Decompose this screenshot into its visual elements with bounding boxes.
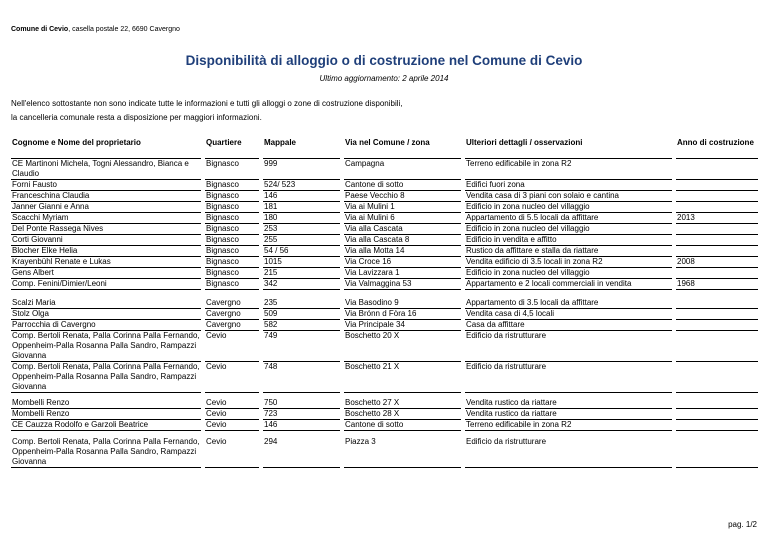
cell-street-text: Boschetto 20 X bbox=[345, 331, 400, 340]
cell-owner-text: Forni Fausto bbox=[12, 180, 57, 189]
cell-details-text: Edificio in zona nucleo del villaggio bbox=[466, 268, 590, 277]
table-row bbox=[11, 320, 758, 331]
cell-parcel bbox=[263, 362, 340, 393]
cell-parcel bbox=[263, 279, 340, 290]
cell-details-text: Edificio in zona nucleo del villaggio bbox=[466, 224, 590, 233]
cell-parcel-text: 54 / 56 bbox=[264, 246, 289, 255]
cell-owner bbox=[11, 246, 201, 257]
table-row bbox=[11, 398, 758, 409]
cell-street bbox=[344, 398, 461, 409]
table-row bbox=[11, 202, 758, 213]
cell-parcel-text: 180 bbox=[264, 213, 278, 222]
row-spacer bbox=[11, 290, 758, 298]
cell-details bbox=[465, 224, 672, 235]
cell-details-text: Edificio in vendita e affitto bbox=[466, 235, 557, 244]
cell-parcel-text: 524/ 523 bbox=[264, 180, 296, 189]
column-header-district: Quartiere bbox=[205, 138, 259, 159]
column-header-owner: Cognome e Nome del proprietario bbox=[11, 138, 201, 159]
cell-owner-text: Scalzi Maria bbox=[12, 297, 56, 307]
cell-street bbox=[344, 268, 461, 279]
cell-parcel bbox=[263, 235, 340, 246]
cell-street bbox=[344, 437, 461, 468]
cell-street bbox=[344, 409, 461, 420]
cell-owner-text: Gens Albert bbox=[12, 268, 54, 277]
cell-year bbox=[676, 224, 758, 235]
cell-district-text: Bignasco bbox=[206, 246, 239, 255]
cell-parcel bbox=[263, 320, 340, 331]
cell-district-text: Bignasco bbox=[206, 224, 239, 233]
cell-details-text: Vendita rustico da riattare bbox=[466, 397, 557, 407]
table-row bbox=[11, 191, 758, 202]
cell-district-text: Cevio bbox=[206, 420, 227, 429]
cell-year bbox=[676, 309, 758, 320]
cell-street-text: Via alla Cascata bbox=[345, 224, 403, 233]
table-row bbox=[11, 362, 758, 393]
cell-owner bbox=[11, 398, 201, 409]
cell-details-text: Appartamento e 2 locali commerciali in vendita bbox=[466, 279, 632, 288]
table-header-row bbox=[11, 138, 758, 159]
cell-street bbox=[344, 202, 461, 213]
cell-parcel-text: 146 bbox=[264, 420, 278, 429]
cell-district-text: Bignasco bbox=[206, 159, 239, 168]
cell-street-text: Via alla Cascata 8 bbox=[345, 235, 410, 244]
cell-district-text: Bignasco bbox=[206, 279, 239, 288]
cell-district-text: Cevio bbox=[206, 436, 227, 446]
cell-district-text: Cevio bbox=[206, 362, 227, 371]
cell-year bbox=[676, 398, 758, 409]
cell-street bbox=[344, 420, 461, 431]
cell-details bbox=[465, 235, 672, 246]
cell-street-text: Via Croce 16 bbox=[345, 257, 392, 266]
cell-owner bbox=[11, 309, 201, 320]
intro-note-line-1: Nell'elenco sottostante non sono indicate tutte le informazioni e tutti gli alloggi o zone di costruzione disponibili, bbox=[11, 99, 403, 108]
table-row bbox=[11, 409, 758, 420]
cell-parcel-text: 999 bbox=[264, 159, 278, 168]
cell-district bbox=[205, 420, 259, 431]
cell-year bbox=[676, 213, 758, 224]
cell-details-text: Rustico da affittare e stalla da riattare bbox=[466, 246, 599, 255]
cell-details bbox=[465, 213, 672, 224]
cell-district bbox=[205, 257, 259, 268]
cell-parcel-text: 181 bbox=[264, 202, 278, 211]
cell-owner-text: Stolz Olga bbox=[12, 309, 49, 318]
cell-parcel-text: 215 bbox=[264, 268, 278, 277]
cell-owner-text: Mombelli Renzo bbox=[12, 409, 70, 418]
cell-district-text: Bignasco bbox=[206, 191, 239, 200]
page-number: pag. 1/2 bbox=[728, 520, 757, 529]
column-header-details: Ulteriori dettagli / osservazioni bbox=[465, 138, 672, 159]
cell-year bbox=[676, 409, 758, 420]
cell-parcel bbox=[263, 246, 340, 257]
cell-street bbox=[344, 213, 461, 224]
cell-year-text: 2008 bbox=[677, 257, 695, 266]
cell-parcel-text: 750 bbox=[264, 397, 278, 407]
cell-district bbox=[205, 235, 259, 246]
letterhead-municipality: Comune di Cevio bbox=[11, 26, 69, 33]
cell-parcel bbox=[263, 420, 340, 431]
cell-street-text: Via Principale 34 bbox=[345, 320, 405, 329]
cell-details bbox=[465, 298, 672, 309]
cell-street-text: Campagna bbox=[345, 159, 385, 168]
cell-street-text: Via ai Mulini 1 bbox=[345, 202, 395, 211]
cell-parcel-text: 253 bbox=[264, 224, 278, 233]
cell-district bbox=[205, 320, 259, 331]
cell-district bbox=[205, 159, 259, 180]
last-updated: Ultimo aggiornamento: 2 aprile 2014 bbox=[319, 74, 449, 83]
cell-district bbox=[205, 279, 259, 290]
cell-owner bbox=[11, 331, 201, 362]
cell-details-text: Edificio da ristrutturare bbox=[466, 436, 547, 446]
cell-owner-text: Parrocchia di Cavergno bbox=[12, 320, 96, 329]
cell-details-text: Edificio in zona nucleo del villaggio bbox=[466, 202, 590, 211]
cell-owner bbox=[11, 191, 201, 202]
cell-street bbox=[344, 159, 461, 180]
cell-street-text: Piazza 3 bbox=[345, 436, 376, 446]
cell-details bbox=[465, 159, 672, 180]
cell-year-text: 1968 bbox=[677, 279, 695, 288]
table-row bbox=[11, 257, 758, 268]
cell-details-text: Casa da affittare bbox=[466, 320, 525, 329]
cell-year bbox=[676, 180, 758, 191]
cell-owner bbox=[11, 159, 201, 180]
cell-owner bbox=[11, 409, 201, 420]
cell-parcel-text: 235 bbox=[264, 297, 278, 307]
intro-note-line-2: la cancelleria comunale resta a disposizione per maggiori informazioni. bbox=[11, 113, 262, 122]
cell-district-text: Cavergno bbox=[206, 297, 241, 307]
table-row bbox=[11, 224, 758, 235]
cell-year bbox=[676, 298, 758, 309]
cell-details-text: Edificio da ristrutturare bbox=[466, 362, 547, 371]
cell-street bbox=[344, 362, 461, 393]
cell-owner bbox=[11, 320, 201, 331]
cell-details-text: Vendita rustico da riattare bbox=[466, 409, 557, 418]
cell-details-text: Terreno edificabile in zona R2 bbox=[466, 159, 572, 168]
cell-year bbox=[676, 279, 758, 290]
cell-street bbox=[344, 279, 461, 290]
cell-street-text: Paese Vecchio 8 bbox=[345, 191, 405, 200]
cell-owner-text: Scacchi Myriam bbox=[12, 213, 69, 222]
cell-parcel-text: 294 bbox=[264, 436, 278, 446]
cell-district bbox=[205, 298, 259, 309]
cell-parcel-text: 342 bbox=[264, 279, 278, 288]
cell-district-text: Cavergno bbox=[206, 320, 241, 329]
cell-details bbox=[465, 362, 672, 393]
cell-owner-text: CE Cauzza Rodolfo e Garzoli Beatrice bbox=[12, 420, 149, 429]
cell-street bbox=[344, 320, 461, 331]
cell-street-text: Boschetto 27 X bbox=[345, 397, 400, 407]
table-row bbox=[11, 180, 758, 191]
cell-details-text: Terreno edificabile in zona R2 bbox=[466, 420, 572, 429]
cell-district bbox=[205, 180, 259, 191]
cell-street-text: Cantone di sotto bbox=[345, 180, 404, 189]
cell-owner bbox=[11, 420, 201, 431]
table-row bbox=[11, 309, 758, 320]
cell-year bbox=[676, 257, 758, 268]
cell-details-text: Appartamento di 3.5 locali da affittare bbox=[466, 297, 599, 307]
cell-owner-text: Corti Giovanni bbox=[12, 235, 63, 244]
cell-district bbox=[205, 437, 259, 468]
cell-parcel bbox=[263, 437, 340, 468]
cell-year bbox=[676, 191, 758, 202]
cell-details bbox=[465, 180, 672, 191]
cell-owner bbox=[11, 268, 201, 279]
table-row bbox=[11, 331, 758, 362]
cell-year bbox=[676, 268, 758, 279]
cell-owner bbox=[11, 224, 201, 235]
cell-district bbox=[205, 409, 259, 420]
cell-parcel bbox=[263, 191, 340, 202]
cell-district-text: Bignasco bbox=[206, 235, 239, 244]
cell-year bbox=[676, 235, 758, 246]
cell-year bbox=[676, 362, 758, 393]
cell-owner-text: Franceschina Claudia bbox=[12, 191, 90, 200]
letterhead-address: , casella postale 22, 6690 Cavergno bbox=[68, 26, 180, 33]
cell-street bbox=[344, 309, 461, 320]
cell-district bbox=[205, 224, 259, 235]
cell-owner bbox=[11, 298, 201, 309]
cell-owner-text: Comp. Bertoli Renata, Palla Corinna Palla Fernando, Oppenheim-Palla Rosanna Palla Sandro, Rampazzi Giovanna bbox=[12, 331, 200, 360]
cell-parcel bbox=[263, 257, 340, 268]
cell-details bbox=[465, 420, 672, 431]
cell-parcel bbox=[263, 159, 340, 180]
cell-district-text: Bignasco bbox=[206, 180, 239, 189]
cell-district-text: Cavergno bbox=[206, 309, 241, 318]
cell-district-text: Cevio bbox=[206, 331, 227, 340]
table-row bbox=[11, 235, 758, 246]
cell-details bbox=[465, 437, 672, 468]
cell-details bbox=[465, 409, 672, 420]
cell-street bbox=[344, 180, 461, 191]
cell-district-text: Cevio bbox=[206, 409, 227, 418]
cell-parcel-text: 146 bbox=[264, 191, 278, 200]
cell-street-text: Via alla Motta 14 bbox=[345, 246, 405, 255]
cell-district bbox=[205, 362, 259, 393]
cell-details bbox=[465, 320, 672, 331]
cell-details bbox=[465, 246, 672, 257]
cell-street-text: Via Valmaggina 53 bbox=[345, 279, 412, 288]
table-row bbox=[11, 268, 758, 279]
cell-district bbox=[205, 268, 259, 279]
cell-street-text: Boschetto 21 X bbox=[345, 362, 400, 371]
table-row bbox=[11, 298, 758, 309]
cell-details bbox=[465, 257, 672, 268]
cell-district bbox=[205, 213, 259, 224]
table-row bbox=[11, 420, 758, 431]
cell-owner bbox=[11, 202, 201, 213]
table-row bbox=[11, 159, 758, 180]
cell-street bbox=[344, 298, 461, 309]
cell-owner-text: Comp. Fenini/Dimier/Leoni bbox=[12, 279, 107, 288]
cell-district bbox=[205, 309, 259, 320]
table-row bbox=[11, 279, 758, 290]
cell-owner-text: Janner Gianni e Anna bbox=[12, 202, 89, 211]
cell-year bbox=[676, 320, 758, 331]
cell-details bbox=[465, 398, 672, 409]
cell-details bbox=[465, 191, 672, 202]
cell-parcel bbox=[263, 180, 340, 191]
cell-year bbox=[676, 246, 758, 257]
cell-parcel-text: 748 bbox=[264, 362, 278, 371]
table-row bbox=[11, 246, 758, 257]
cell-street bbox=[344, 257, 461, 268]
cell-details bbox=[465, 309, 672, 320]
cell-parcel-text: 723 bbox=[264, 409, 278, 418]
cell-year bbox=[676, 202, 758, 213]
cell-details-text: Vendita casa di 3 piani con solaio e cantina bbox=[466, 191, 619, 200]
table-row bbox=[11, 437, 758, 468]
page-title: Disponibilità di alloggio o di costruzione nel Comune di Cevio bbox=[185, 53, 583, 68]
cell-owner bbox=[11, 257, 201, 268]
column-header-parcel: Mappale bbox=[263, 138, 340, 159]
cell-street-text: Boschetto 28 X bbox=[345, 409, 400, 418]
cell-owner bbox=[11, 213, 201, 224]
cell-details-text: Edifici fuori zona bbox=[466, 180, 525, 189]
cell-owner bbox=[11, 279, 201, 290]
cell-details-text: Appartamento di 5.5 locali da affittare bbox=[466, 213, 599, 222]
cell-details bbox=[465, 279, 672, 290]
cell-district-text: Bignasco bbox=[206, 213, 239, 222]
cell-parcel bbox=[263, 268, 340, 279]
cell-street bbox=[344, 235, 461, 246]
cell-owner bbox=[11, 235, 201, 246]
cell-parcel bbox=[263, 309, 340, 320]
cell-district bbox=[205, 331, 259, 362]
cell-district bbox=[205, 202, 259, 213]
cell-owner bbox=[11, 437, 201, 468]
cell-parcel-text: 509 bbox=[264, 309, 278, 318]
cell-parcel bbox=[263, 224, 340, 235]
cell-street-text: Via Basodino 9 bbox=[345, 297, 399, 307]
cell-owner bbox=[11, 180, 201, 191]
cell-year bbox=[676, 331, 758, 362]
cell-owner-text: Mombelli Renzo bbox=[12, 397, 70, 407]
cell-parcel-text: 255 bbox=[264, 235, 278, 244]
cell-street-text: Via ai Mulini 6 bbox=[345, 213, 395, 222]
column-header-year: Anno di costruzione bbox=[676, 138, 758, 159]
availability-table bbox=[11, 138, 758, 468]
cell-parcel bbox=[263, 202, 340, 213]
cell-district bbox=[205, 246, 259, 257]
cell-parcel-text: 749 bbox=[264, 331, 278, 340]
cell-district-text: Bignasco bbox=[206, 268, 239, 277]
cell-details-text: Edificio da ristrutturare bbox=[466, 331, 547, 340]
cell-street bbox=[344, 224, 461, 235]
cell-details bbox=[465, 268, 672, 279]
cell-parcel bbox=[263, 398, 340, 409]
cell-street bbox=[344, 331, 461, 362]
cell-street-text: Cantone di sotto bbox=[345, 420, 404, 429]
cell-year bbox=[676, 159, 758, 180]
cell-details-text: Vendita edificio di 3.5 locali in zona R2 bbox=[466, 257, 603, 266]
cell-district bbox=[205, 191, 259, 202]
cell-year-text: 2013 bbox=[677, 213, 695, 222]
table-row bbox=[11, 213, 758, 224]
cell-year bbox=[676, 420, 758, 431]
cell-owner-text: CE Martinoni Michela, Togni Alessandro, Bianca e Claudio bbox=[12, 159, 189, 178]
cell-street-text: Via Brónn d Fòra 16 bbox=[345, 309, 417, 318]
cell-district-text: Cevio bbox=[206, 397, 227, 407]
cell-street bbox=[344, 246, 461, 257]
intro-note bbox=[11, 97, 403, 125]
cell-street bbox=[344, 191, 461, 202]
cell-street-text: Via Lavizzara 1 bbox=[345, 268, 400, 277]
cell-year bbox=[676, 437, 758, 468]
cell-details bbox=[465, 202, 672, 213]
cell-parcel bbox=[263, 213, 340, 224]
letterhead bbox=[11, 26, 180, 33]
cell-parcel bbox=[263, 331, 340, 362]
cell-owner bbox=[11, 362, 201, 393]
cell-owner-text: Comp. Bertoli Renata, Palla Corinna Palla Fernando, Oppenheim-Palla Rosanna Palla Sandro, Rampazzi Giovanna bbox=[12, 362, 200, 391]
cell-district-text: Bignasco bbox=[206, 257, 239, 266]
cell-parcel bbox=[263, 409, 340, 420]
cell-owner-text: Comp. Bertoli Renata, Palla Corinna Palla Fernando, Oppenheim-Palla Rosanna Palla Sandro, Rampazzi Giovanna bbox=[12, 436, 200, 466]
cell-owner-text: Del Ponte Rassega Nives bbox=[12, 224, 104, 233]
cell-owner-text: Blocher Elke Helia bbox=[12, 246, 78, 255]
cell-parcel-text: 582 bbox=[264, 320, 278, 329]
column-header-street: Via nel Comune / zona bbox=[344, 138, 461, 159]
cell-details-text: Vendita casa di 4,5 locali bbox=[466, 309, 555, 318]
cell-district bbox=[205, 398, 259, 409]
cell-parcel-text: 1015 bbox=[264, 257, 282, 266]
cell-details bbox=[465, 331, 672, 362]
cell-owner-text: Krayenbühl Renate e Lukas bbox=[12, 257, 111, 266]
cell-district-text: Bignasco bbox=[206, 202, 239, 211]
cell-parcel bbox=[263, 298, 340, 309]
